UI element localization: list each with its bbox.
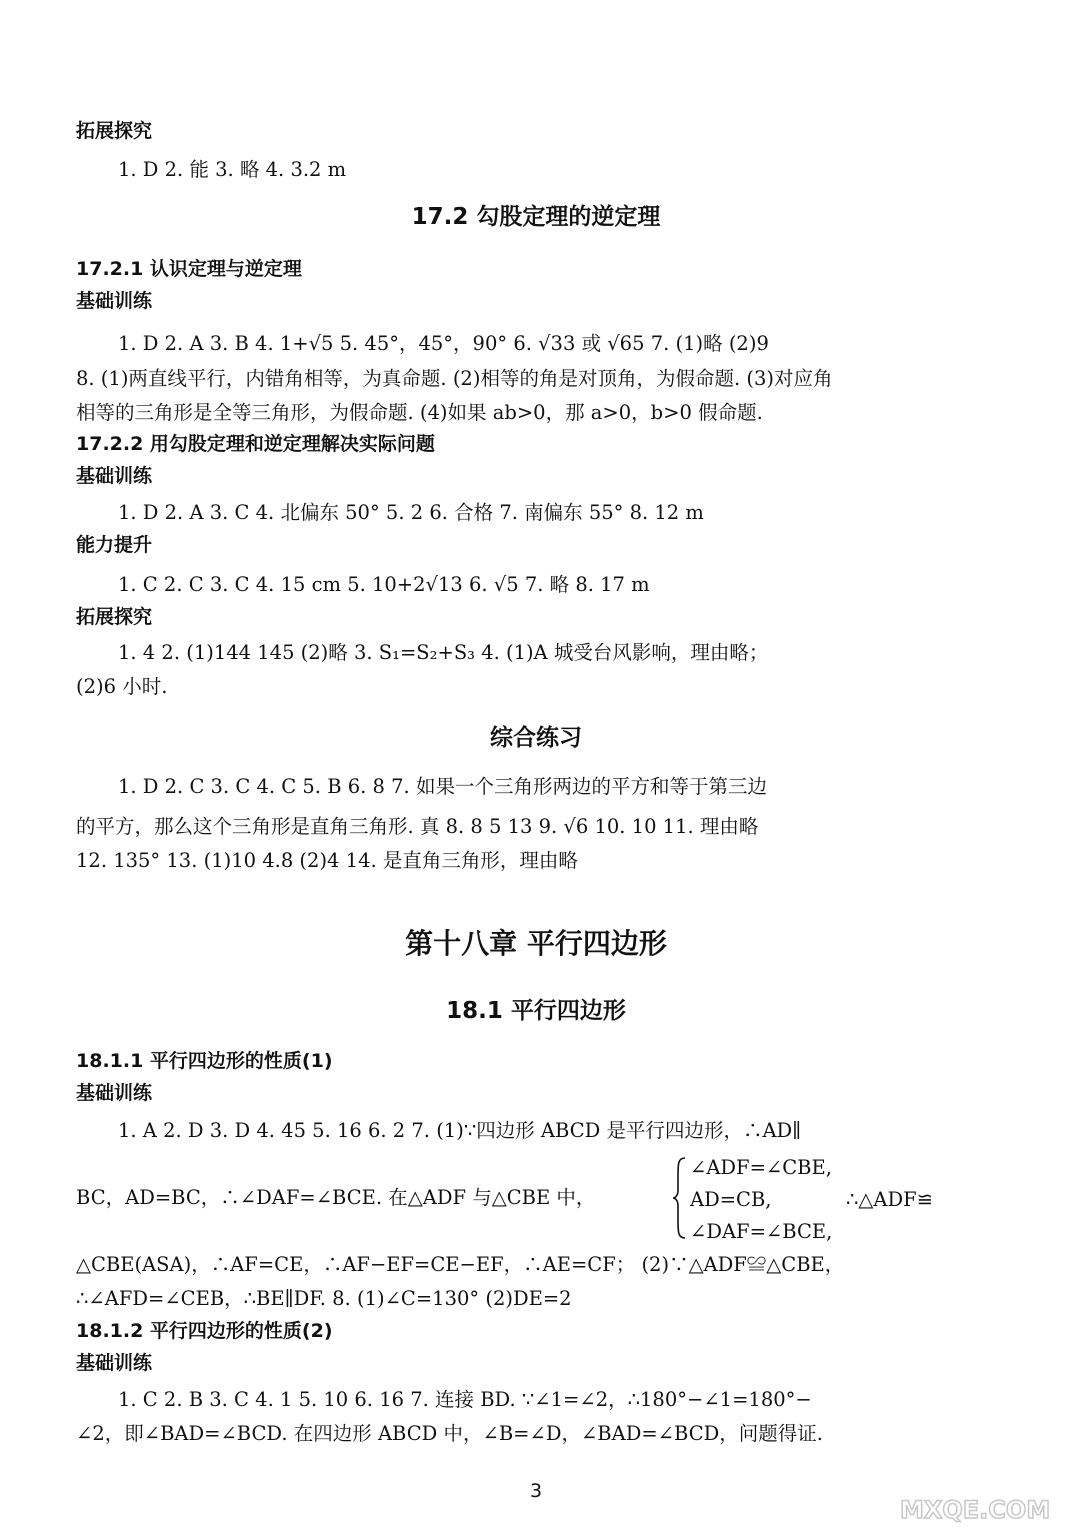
section-heading: 基础训练 (76, 1082, 153, 1104)
section-heading: 基础训练 (76, 465, 153, 487)
section-heading: 18.1.2 平行四边形的性质(2) (76, 1320, 333, 1342)
answer-line: 1. C 2. C 3. C 4. 15 cm 5. 10+2√13 6. √5 7. 略 8. 17 m (118, 573, 650, 596)
answer-line: BC，AD=BC，∴∠DAF=∠BCE. 在△ADF 与△CBE 中， (76, 1186, 596, 1209)
answer-line: △CBE(ASA)，∴AF=CE，∴AF−EF=CE−EF，∴AE=CF； (2)∵△ADF≌△CBE， (76, 1253, 845, 1276)
answer-line: 1. D 2. C 3. C 4. C 5. B 6. 8 7. 如果一个三角形两边的平方和等于第三边 (118, 775, 767, 798)
subsection-title: 18.1 平行四边形 (446, 998, 626, 1024)
answer-line: 12. 135° 13. (1)10 4.8 (2)4 14. 是直角三角形，理由略 (76, 849, 578, 872)
answer-line: 1. D 2. A 3. B 4. 1+√5 5. 45°，45°，90° 6. √33 或 √65 7. (1)略 (2)9 (118, 332, 769, 355)
section-heading: 17.2.1 认识定理与逆定理 (76, 258, 302, 280)
section-heading: 基础训练 (76, 290, 153, 312)
watermark-logo (890, 1470, 1060, 1530)
section-heading: 拓展探究 (76, 120, 153, 142)
chapter-title: 第十八章 平行四边形 (405, 927, 667, 960)
answer-line: 1. D 2. 能 3. 略 4. 3.2 m (118, 158, 347, 181)
answer-line: 1. 4 2. (1)144 145 (2)略 3. S₁=S₂+S₃ 4. (1)A 城受台风影响，理由略； (118, 641, 769, 664)
answer-line: (2)6 小时. (76, 675, 168, 698)
left-brace (672, 1156, 688, 1240)
answer-line: ∠2，即∠BAD=∠BCD. 在四边形 ABCD 中，∠B=∠D，∠BAD=∠BCD，问题得证. (76, 1422, 823, 1445)
system-line-3: ∠DAF=∠BCE, (690, 1220, 833, 1243)
subsection-title: 17.2 勾股定理的逆定理 (411, 204, 661, 230)
section-heading: 18.1.1 平行四边形的性质(1) (76, 1050, 333, 1072)
answer-line: 的平方，那么这个三角形是直角三角形. 真 8. 8 5 13 9. √6 10. 10 11. 理由略 (76, 815, 759, 838)
system-line-2: AD=CB, (690, 1188, 772, 1211)
equation-system (672, 1154, 992, 1244)
svg-text:MXQE.COM: MXQE.COM (900, 1496, 1051, 1524)
system-line-1: ∠ADF=∠CBE, (690, 1156, 832, 1179)
subsection-title: 综合练习 (490, 725, 582, 751)
answer-line: 1. A 2. D 3. D 4. 45 5. 16 6. 2 7. (1)∵四边形 ABCD 是平行四边形，∴AD∥ (118, 1119, 802, 1142)
section-heading: 能力提升 (76, 534, 153, 556)
system-conclusion: ∴△ADF≌ (846, 1188, 933, 1211)
answer-line: 相等的三角形是全等三角形，为假命题. (4)如果 ab>0，那 a>0，b>0 假命题. (76, 401, 763, 424)
answer-line: 8. (1)两直线平行，内错角相等，为真命题. (2)相等的角是对顶角，为假命题. (3)对应角 (76, 367, 833, 390)
page-number: 3 (529, 1480, 543, 1502)
answer-line: ∴∠AFD=∠CEB，∴BE∥DF. 8. (1)∠C=130° (2)DE=2 (76, 1287, 572, 1310)
answer-line: 1. D 2. A 3. C 4. 北偏东 50° 5. 2 6. 合格 7. 南偏东 55° 8. 12 m (118, 501, 704, 524)
section-heading: 基础训练 (76, 1352, 153, 1374)
answer-line: 1. C 2. B 3. C 4. 1 5. 10 6. 16 7. 连接 BD. ∵∠1=∠2，∴180°−∠1=180°− (118, 1388, 812, 1411)
section-heading: 17.2.2 用勾股定理和逆定理解决实际问题 (76, 433, 435, 455)
section-heading: 拓展探究 (76, 606, 153, 628)
